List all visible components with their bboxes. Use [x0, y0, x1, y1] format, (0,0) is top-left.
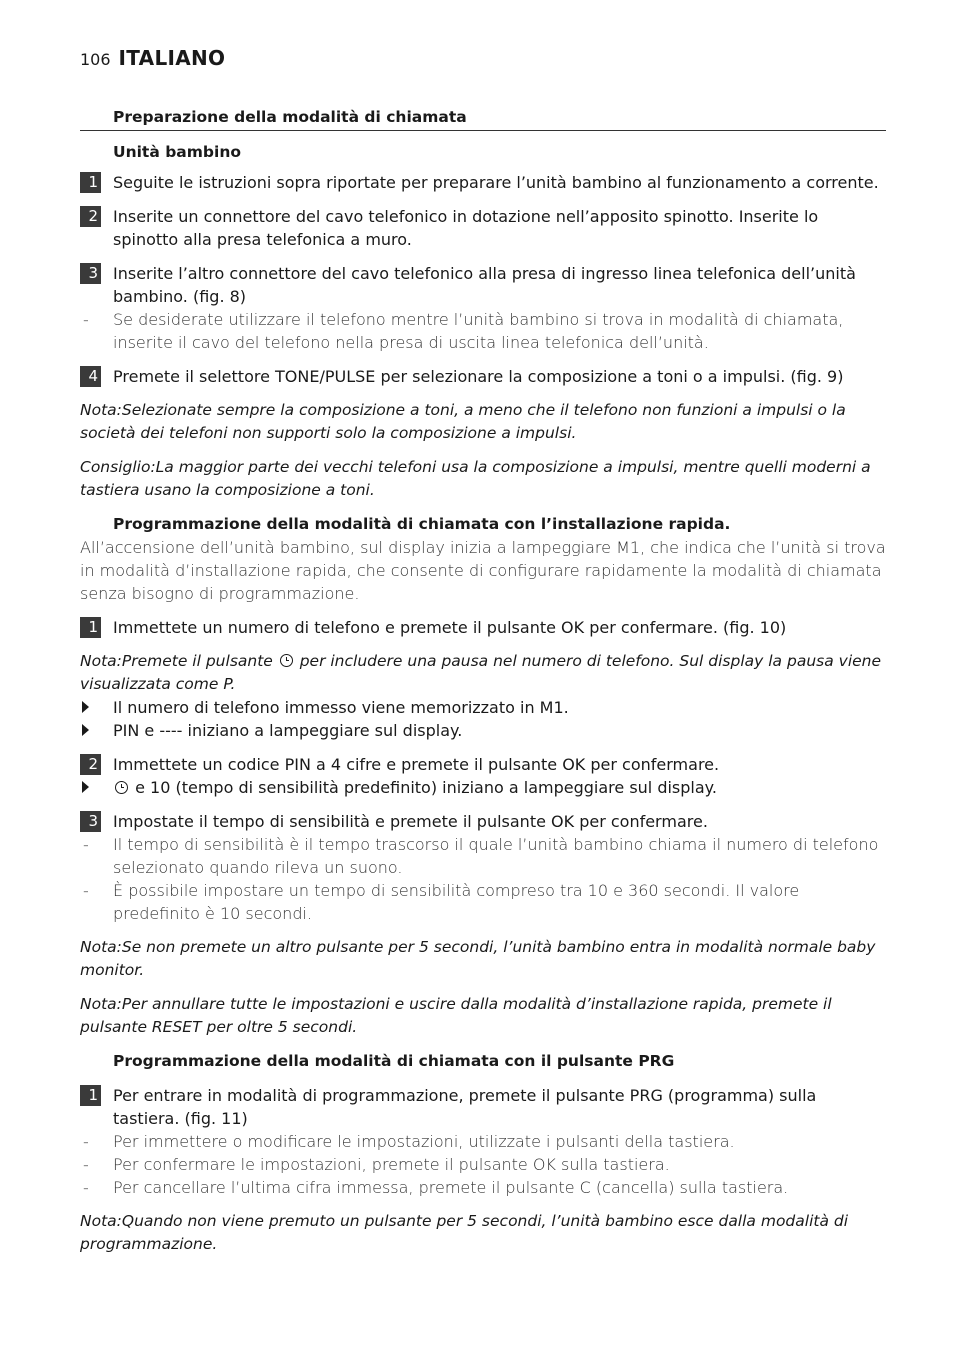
- clock-icon: [280, 654, 293, 667]
- intro-paragraph: All’accensione dell’unità bambino, sul display inizia a lampeggiare M1, che indica che l’unità si trova in modalità d’installazione rapida, che consente di configurare rapidamente la modalità di chiamata senza bisogno di programmazione.: [80, 538, 886, 603]
- step-text: Inserite un connettore del cavo telefonico in dotazione nell’apposito spinotto. Inserite lo spinotto alla presa telefonica a muro.: [113, 207, 819, 249]
- note: Nota:Quando non viene premuto un pulsante per 5 secondi, l’unità bambino esce dalla modalità di programmazione.: [80, 1212, 849, 1253]
- step-text: Immettete un codice PIN a 4 cifre e premete il pulsante OK per confermare.: [113, 755, 720, 774]
- note: Nota:Per annullare tutte le impostazioni e uscire dalla modalità d’installazione rapida, premete il pulsante RESET per oltre 5 secondi.: [80, 995, 832, 1036]
- result-marker: [80, 776, 113, 799]
- step: [80, 365, 886, 388]
- step-number: 2: [80, 206, 101, 227]
- note-text: Nota:Premete il pulsante: [80, 652, 273, 670]
- result-text: PIN e ---- iniziano a lampeggiare sul display.: [113, 721, 463, 740]
- dash-marker: -: [83, 881, 89, 900]
- dash-marker: -: [83, 310, 89, 329]
- step-number: 1: [80, 617, 101, 638]
- step-number: 3: [80, 811, 101, 832]
- dash-item: [80, 1153, 886, 1176]
- dash-text: È possibile impostare un tempo di sensibilità compreso tra 10 e 360 secondi. Il valore predefinito è 10 secondi.: [113, 881, 800, 923]
- step-number: 3: [80, 263, 101, 284]
- step: [80, 262, 886, 308]
- dash-text: Se desiderate utilizzare il telefono mentre l’unità bambino si trova in modalità di chiamata, inserite il cavo del telefono nella presa di uscita linea telefonica dell’unità.: [113, 310, 844, 352]
- step-text: Premete il selettore TONE/PULSE per selezionare la composizione a toni o a impulsi. (fig. 9): [113, 367, 844, 386]
- step-number: 1: [80, 172, 101, 193]
- note: Nota:Se non premete un altro pulsante per 5 secondi, l’unità bambino entra in modalità normale baby monitor.: [80, 938, 876, 979]
- section-title-call-mode-preparation: Preparazione della modalità di chiamata: [80, 106, 886, 131]
- language-heading: ITALIANO: [118, 46, 226, 70]
- dash-text: Il tempo di sensibilità è il tempo trascorso il quale l’unità bambino chiama il numero di telefono selezionato quando rileva un suono.: [113, 835, 879, 877]
- page-content: [80, 106, 886, 1267]
- result-item: [80, 776, 886, 799]
- dash-marker: -: [83, 1155, 89, 1174]
- result-marker: [80, 719, 113, 742]
- result-item: [80, 696, 886, 719]
- dash-marker: -: [83, 835, 89, 854]
- dash-marker: -: [83, 1178, 89, 1197]
- step-number: 1: [80, 1085, 101, 1106]
- step: [80, 1084, 886, 1130]
- triangle-icon: [82, 724, 89, 736]
- result-item: [80, 719, 886, 742]
- note: Nota:Selezionate sempre la composizione a toni, a meno che il telefono non funzioni a impulsi o la società dei telefoni non supporti solo la composizione a impulsi.: [80, 401, 846, 442]
- note-text: per includere una pausa nel numero di telefono. Sul display la pausa viene visualizzata come P.: [80, 652, 882, 693]
- dash-text: Per immettere o modificare le impostazioni, utilizzate i pulsanti della tastiera.: [113, 1132, 735, 1151]
- section-title-quick-installation: Programmazione della modalità di chiamata con l’installazione rapida.: [113, 515, 731, 533]
- result-line: [113, 776, 717, 799]
- step: [80, 753, 886, 776]
- result-text: e 10 (tempo di sensibilità predefinito) iniziano a lampeggiare sul display.: [135, 778, 717, 797]
- tip: Consiglio:La maggior parte dei vecchi telefoni usa la composizione a impulsi, mentre quelli moderni a tastiera usano la composizione a toni.: [80, 458, 871, 499]
- step-number: 4: [80, 366, 101, 387]
- step: [80, 171, 886, 194]
- step-number: 2: [80, 754, 101, 775]
- note-pause: [80, 650, 886, 696]
- triangle-icon: [82, 701, 89, 713]
- dash-item: [80, 1130, 886, 1153]
- step: [80, 616, 886, 639]
- dash-item: [80, 833, 886, 879]
- result-marker: [80, 696, 113, 719]
- step-text: Inserite l’altro connettore del cavo telefonico alla presa di ingresso linea telefonica dell’unità bambino. (fig. 8): [113, 264, 856, 306]
- step: [80, 810, 886, 833]
- dash-marker: -: [83, 1132, 89, 1151]
- page-number: 106: [80, 50, 111, 69]
- subsection-title-baby-unit: Unità bambino: [113, 143, 241, 161]
- step-text: Immettete un numero di telefono e premete il pulsante OK per confermare. (fig. 10): [113, 618, 787, 637]
- dash-text: Per confermare le impostazioni, premete il pulsante OK sulla tastiera.: [113, 1155, 670, 1174]
- dash-item: [80, 879, 886, 925]
- step: [80, 205, 886, 251]
- dash-item: [80, 308, 886, 354]
- page-header: [80, 46, 225, 70]
- dash-text: Per cancellare l’ultima cifra immessa, premete il pulsante C (cancella) sulla tastiera.: [113, 1178, 789, 1197]
- step-text: Impostate il tempo di sensibilità e premete il pulsante OK per confermare.: [113, 812, 708, 831]
- step-text: Per entrare in modalità di programmazione, premete il pulsante PRG (programma) sulla tastiera. (fig. 11): [113, 1086, 817, 1128]
- step-text: Seguite le istruzioni sopra riportate per preparare l’unità bambino al funzionamento a corrente.: [113, 173, 879, 192]
- result-text: Il numero di telefono immesso viene memorizzato in M1.: [113, 698, 569, 717]
- dash-item: [80, 1176, 886, 1199]
- clock-icon: [115, 781, 128, 794]
- section-title-prg-programming: Programmazione della modalità di chiamata con il pulsante PRG: [113, 1052, 675, 1070]
- triangle-icon: [82, 781, 89, 793]
